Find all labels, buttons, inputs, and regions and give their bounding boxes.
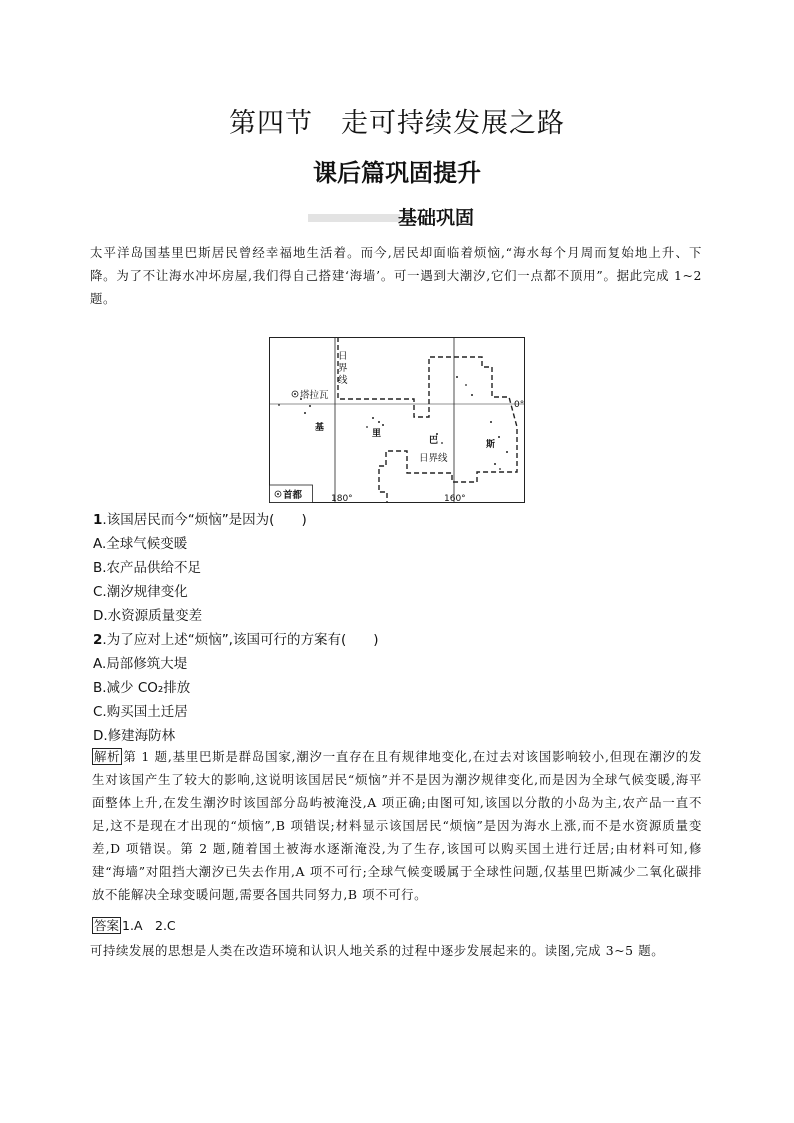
question-1	[93, 508, 307, 528]
q1-option-d: D.水资源质量变差	[93, 608, 203, 624]
answer-label: 答案	[94, 918, 120, 933]
legend-label: 首都	[283, 490, 303, 501]
intro-paragraph: 太平洋岛国基里巴斯居民曾经幸福地生活着。而今,居民却面临着烦恼,“海水每个月周而复始地上升、下降。为了不让海水冲坏房屋,我们得自己搭建‘海墙’。可一遇到大潮汐,它们一点都不顶用”。据此完成 1~2 题。	[90, 245, 702, 306]
equator-label: 0°	[514, 400, 525, 410]
country-char: 巴	[429, 436, 439, 446]
section-bar	[308, 214, 400, 222]
q1-option-c: C.潮汐规律变化	[93, 584, 188, 600]
question-2-number: 2	[93, 632, 103, 648]
q2-option-c: C.购买国土迁居	[93, 704, 188, 720]
page-subtitle: 课后篇巩固提升	[313, 159, 481, 187]
map-frame	[270, 338, 525, 503]
analysis-text: 第 1 题,基里巴斯是群岛国家,潮汐一直存在且有规律地变化,在过去对该国影响较小,但现在潮汐的发生对该国产生了较大的影响,这说明该国居民“烦恼”并不是因为潮汐规律变化,而是因为全球气候变暖,海平面整体上升,在发生潮汐时该国部分岛屿被淹没,A 项正确;由图可知,该国以分散的小岛为主,农产品一直不足,这不是现在才出现的“烦恼”,B 项错误;材料显示该国居民“烦恼”是因为海水上涨,而不是水资源质量变差,D 项错误。第 2 题,随着国土被海水逐渐淹没,为了生存,该国可以购买国土进行迁居;由材料可知,修建“海墙”对阻挡大潮汐已失去作用,A 项不可行;全球气候变暖属于全球性问题,仅基里巴斯减少二氧化碳排放不能解决全球变暖问题,需要各国共同努力,B 项不可行。	[92, 749, 702, 902]
q2-option-d: D.修建海防林	[93, 728, 176, 744]
page-title: 第四节 走可持续发展之路	[229, 108, 565, 139]
q2-option-b: B.减少 CO₂排放	[93, 680, 191, 696]
kiribati-map	[269, 337, 525, 503]
lon-180-label: 180°	[331, 494, 353, 503]
country-char: 里	[372, 429, 382, 439]
question-2-stem: .为了应对上述“烦恼”,该国可行的方案有( )	[102, 632, 379, 648]
analysis-block	[92, 745, 702, 906]
q2-option-a: A.局部修筑大堤	[93, 656, 188, 672]
question-2	[93, 628, 379, 648]
country-char: 基	[315, 423, 325, 433]
lon-160-label: 160°	[444, 494, 466, 503]
analysis-label: 解析	[94, 749, 121, 764]
country-char: 斯	[486, 440, 496, 450]
section-heading: 基础巩固	[398, 207, 475, 229]
city-label: 塔拉瓦	[300, 390, 329, 401]
question-1-number: 1	[93, 512, 103, 528]
question-1-stem: .该国居民而今“烦恼”是因为( )	[102, 512, 307, 528]
q1-option-a: A.全球气候变暖	[93, 536, 188, 552]
date-line-label-bottom: 日界线	[419, 453, 448, 464]
next-intro-paragraph: 可持续发展的思想是人类在改造环境和认识人地关系的过程中逐步发展起来的。读图,完成 3~5 题。	[90, 943, 665, 958]
answer-text: 1.A 2.C	[122, 918, 176, 933]
q1-option-b: B.农产品供给不足	[93, 560, 202, 576]
answer-block	[92, 916, 176, 934]
date-line-label-top: 日界线	[338, 351, 348, 386]
